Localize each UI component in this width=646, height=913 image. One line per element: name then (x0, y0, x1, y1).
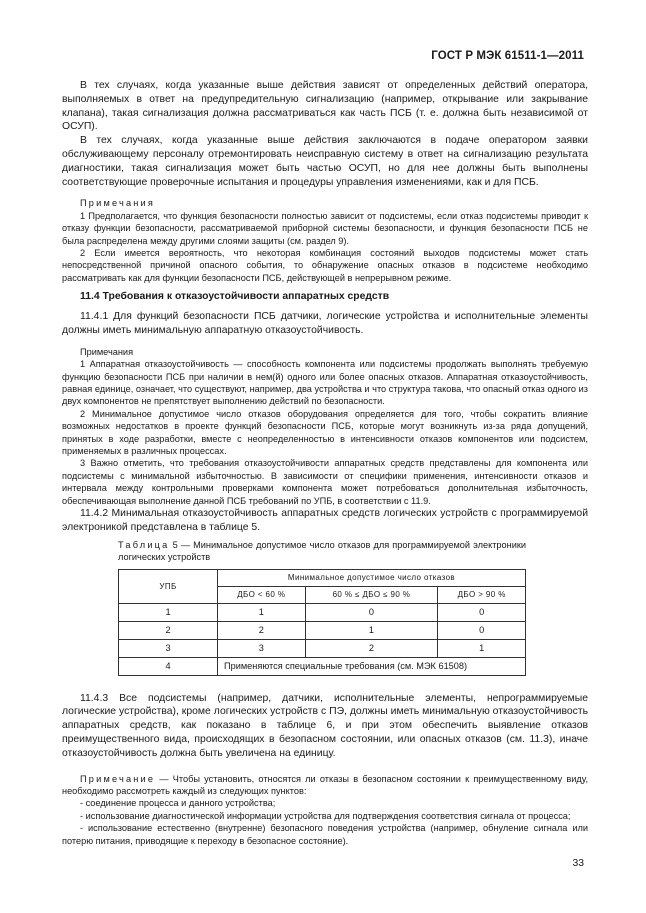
table-subheader: ДБО > 90 % (438, 586, 526, 603)
paragraph: В тех случаях, когда указанные выше действия заключаются в подаче оператором заявки обслуживающему персоналу отремонтировать неисправную систему в ответ на сигнализацию результата диагностики, такая сигнализация может быть частью ОСУП, но для нее должны быть выполнены соответствующие проверочные испытания и процедуры управления изменениями, как и для ПСБ. (62, 135, 588, 188)
page-content (62, 79, 588, 847)
failure-table (118, 569, 526, 676)
table-header-group: Минимальное допустимое число отказов (218, 569, 526, 586)
page-number: 33 (572, 858, 584, 869)
table-row: 4 Применяются специальные требования (см. МЭК 61508) (119, 657, 526, 675)
note-item: 2 Если имеется вероятность, что некоторая комбинация состояний выходов подсистемы может стать непосредственной причиной опасного события, то обнаружение опасных отказов в подсистеме необходимо рассматривать как для функции безопасности ПСБ, действующей в непрерывном режиме. (62, 248, 588, 283)
notes-title: Примечания (80, 346, 134, 357)
paragraph: 11.4.2 Минимальная отказоустойчивость аппаратных средств логических устройств с программируемой электроникой представлена в таблице 5. (62, 508, 588, 533)
table-header-upb: УПБ (119, 569, 218, 603)
table-row: 1 1 0 0 (119, 603, 526, 621)
table-caption: Таблица 5 — Минимальное допустимое число отказов для программируемой электроники логических устройств (118, 539, 526, 562)
note-item: 3 Важно отметить, что требования отказоустойчивости аппаратных средств представлены для компонента или подсистемы с минимальной избыточностью. В зависимости от специфики применения, интенсивности отказов и интервала между контрольными проверками компонента может потребоваться дополнительная избыточность, обеспечивающая выполнение данной ПСБ требований по УПБ, в соответствии с 11.9. (62, 458, 588, 506)
note-list-item: - соединение процесса и данного устройства; (80, 798, 276, 809)
notes-title: Примечания (80, 198, 156, 209)
note-item: 1 Предполагается, что функция безопасности полностью зависит от подсистемы, если отказ подсистемы приводит к отказу функции безопасности, рассматриваемой приборной системы безопасности, и функция безопасности ПСБ не была распределена между другими слоями защиты (см. раздел 9). (62, 210, 588, 246)
paragraph: 11.4.3 Все подсистемы (например, датчики, исполнительные элементы, непрограммируемые логические устройства), кроме логических устройств с ПЭ, должны иметь минимальную отказоустойчивость аппаратных средств, как показано в таблице 6, и при этом обеспечить выявление отказов преимущественного вида, происходящих в безопасном состоянии, или опасных отказов (см. 11.3), иначе отказоустойчивость должна быть увеличена на единицу. (62, 692, 588, 759)
section-heading: 11.4 Требования к отказоустойчивости аппаратных средств (80, 291, 390, 303)
document-header: ГОСТ Р МЭК 61511-1—2011 (431, 50, 584, 62)
paragraph: 11.4.1 Для функций безопасности ПСБ датчики, логические устройства и исполнительные элементы должны иметь минимальную аппаратную отказоустойчивость. (62, 311, 588, 337)
note-item: 2 Минимальное допустимое число отказов оборудования определяется для того, чтобы сократить влияние возможных недостатков в проекте функций безопасности ПСБ, которые могут возникнуть из-за ряда допущений, принятых в ходе разработки, вместе с неопределенностью в интенсивности отказов компонентов или подсистем, применяемых в различных процессах. (62, 408, 588, 457)
note-list-item: - использование естественно (внутренне) безопасного поведения устройства (например, обнуление сигнала или потерю питания, приводящие к переходу в безопасное состояние). (62, 823, 588, 846)
paragraph: В тех случаях, когда указанные выше действия зависят от определенных действий оператора, выполняемых в ответ на предупредительную сигнализацию (например, открывание или закрывание клапана), такая сигнализация должна рассматриваться как часть ПСБ (т. е. должна быть независимой от ОСУП). (62, 80, 588, 133)
table-row: 3 3 2 1 (119, 639, 526, 657)
note-item: 1 Аппаратная отказоустойчивость — способность компонента или подсистемы продолжать выполнять требуемую функцию безопасности ПСБ при наличии в нем(й) одного или более опасных отказов. Аппаратная отказоустойчивость, равная единице, означает, что существуют, например, два устройства и что структура такова, что опасный отказ одного из двух компонентов не препятствует выполнению действий по безопасности. (62, 359, 588, 407)
table-subheader: ДБО < 60 % (218, 586, 306, 603)
table-subheader: 60 % ≤ ДБО ≤ 90 % (305, 586, 438, 603)
table-row: 2 2 1 0 (119, 621, 526, 639)
final-note: Примечание — Чтобы установить, относятся ли отказы в безопасном состоянии к преимущественному виду, необходимо рассмотреть каждый из следующих пунктов: (62, 773, 588, 797)
note-list-item: - использование диагностической информации устройства для подтверждения соответствия сигнала от процесса; (80, 810, 571, 821)
